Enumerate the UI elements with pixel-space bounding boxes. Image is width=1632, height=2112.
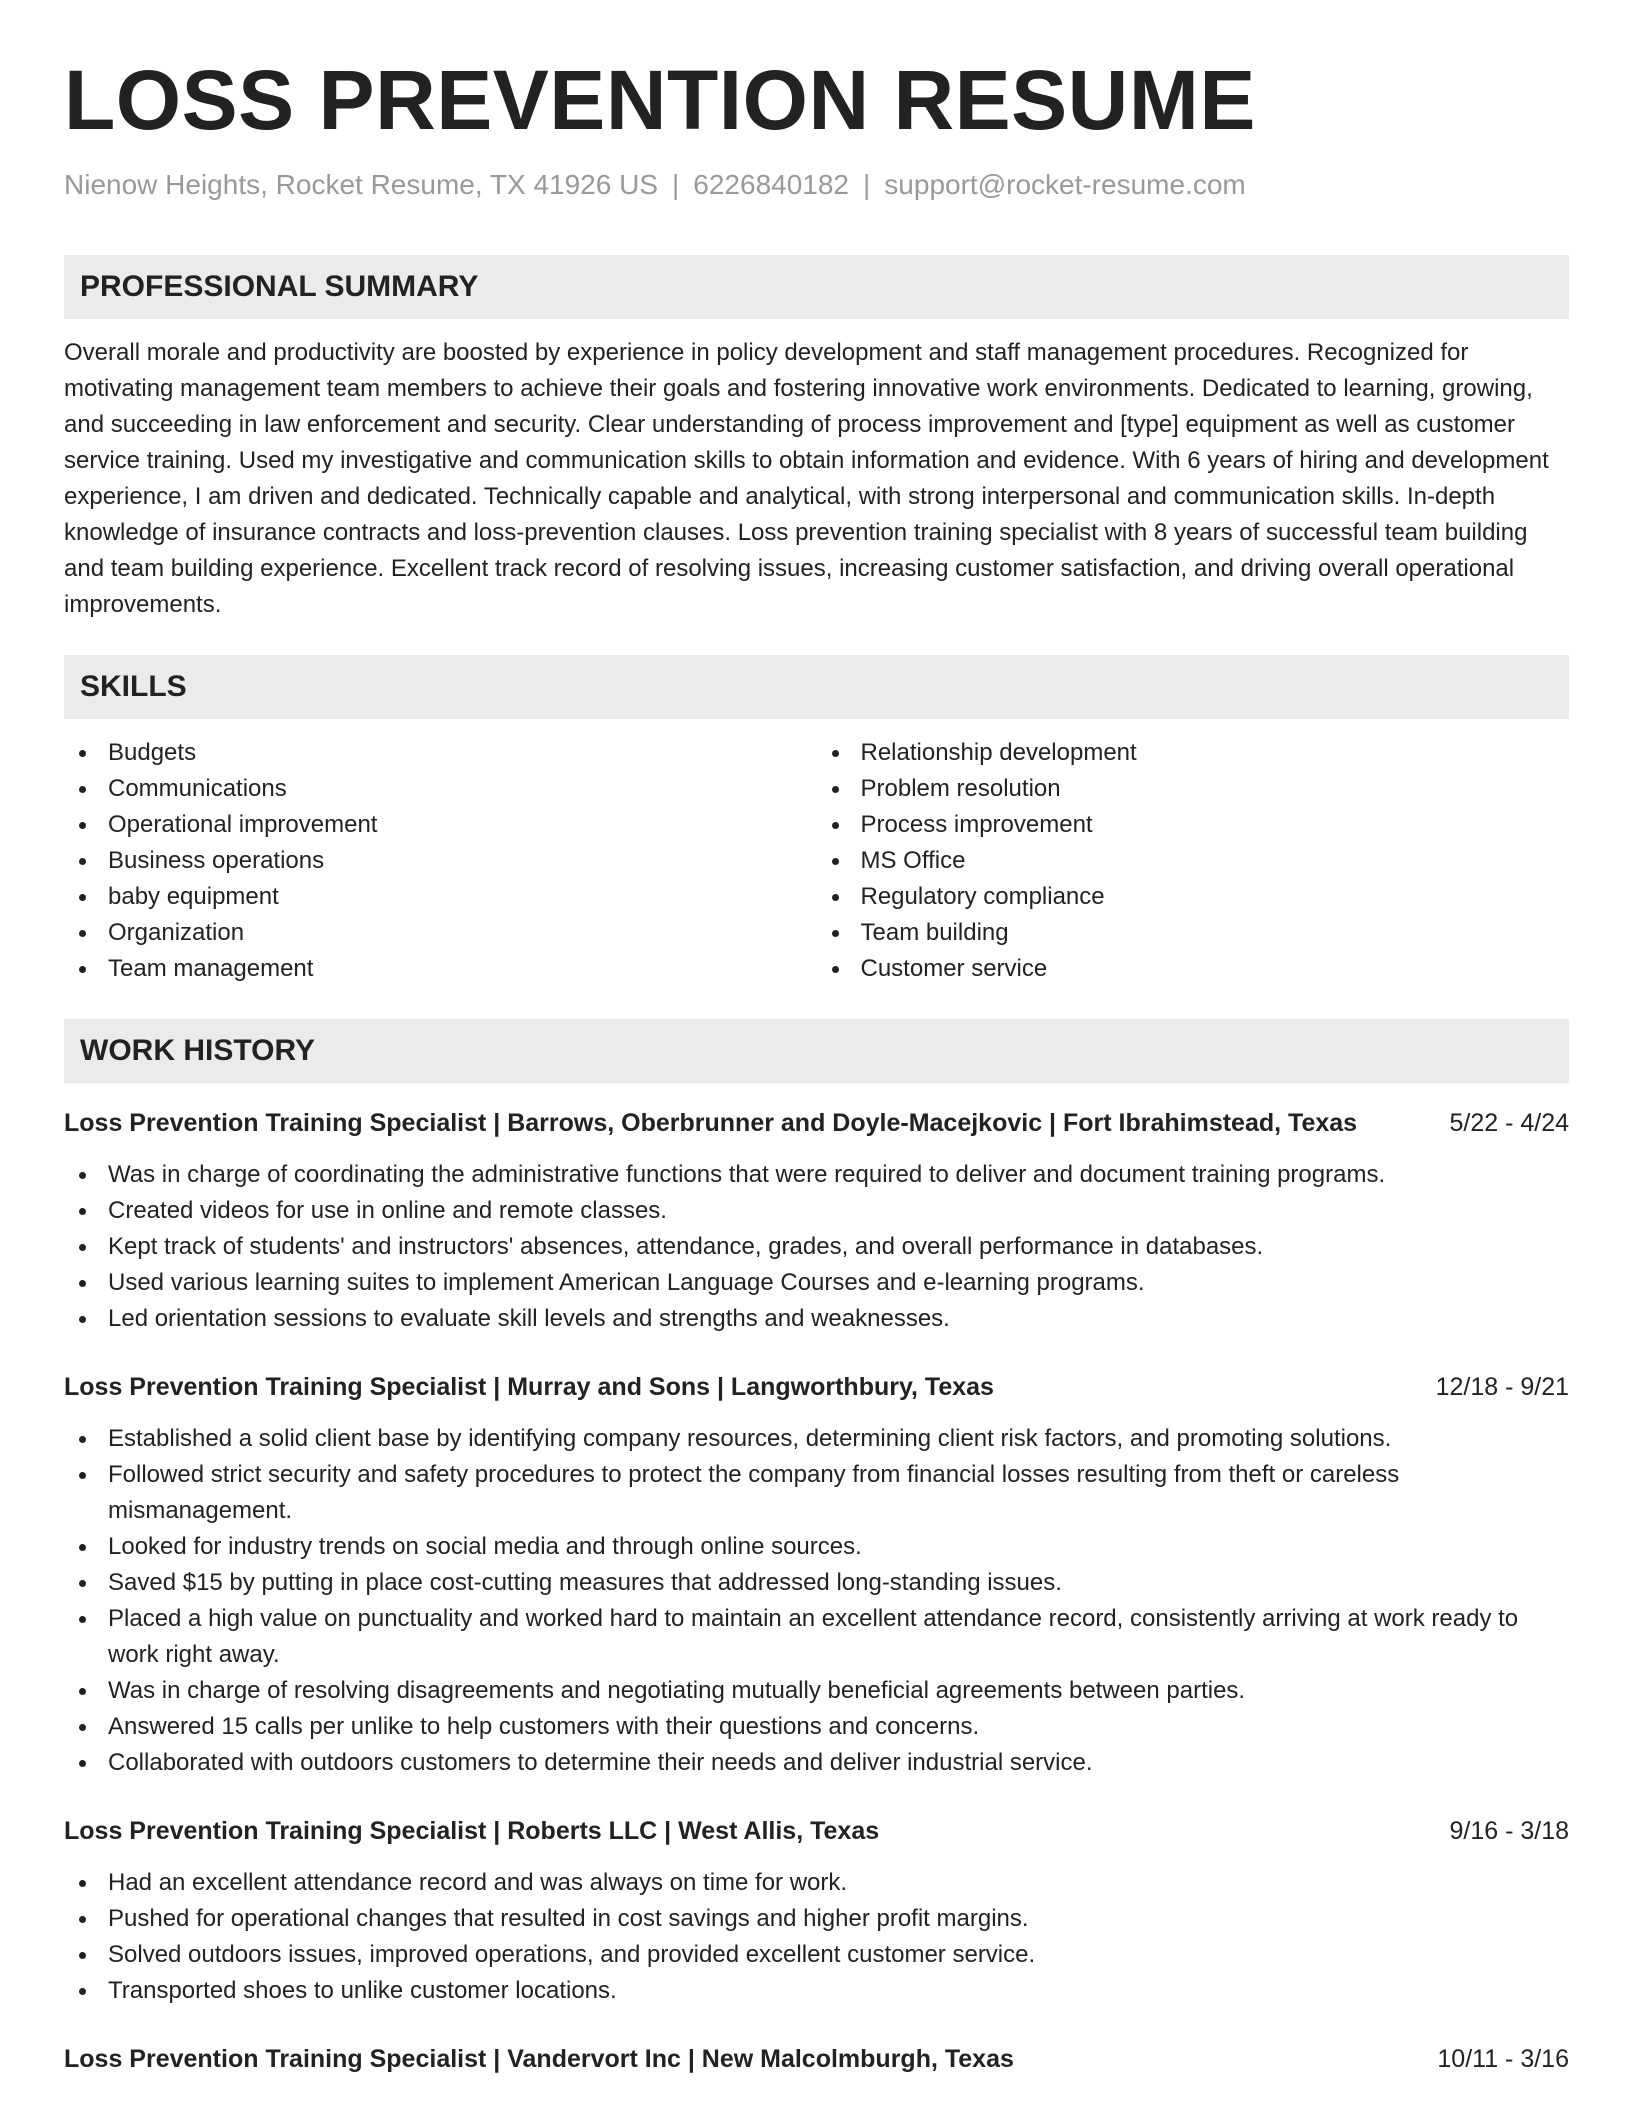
job-header bbox=[64, 1813, 1569, 1849]
job-dates: 12/18 - 9/21 bbox=[1435, 1372, 1569, 1401]
job-bullets bbox=[64, 1421, 1569, 1781]
job-title: Loss Prevention Training Specialist | Barrows, Oberbrunner and Doyle-Macejkovic | Fort Ibrahimstead, Texas bbox=[64, 1108, 1358, 1137]
skills-heading: SKILLS bbox=[64, 655, 1569, 719]
job-entry bbox=[64, 1105, 1569, 1337]
job-bullet: Transported shoes to unlike customer locations. bbox=[64, 1973, 1569, 2009]
job-bullet: Created videos for use in online and remote classes. bbox=[64, 1193, 1569, 1229]
job-bullet: Led orientation sessions to evaluate skill levels and strengths and weaknesses. bbox=[64, 1301, 1569, 1337]
job-dates: 5/22 - 4/24 bbox=[1449, 1108, 1569, 1137]
job-bullet: Pushed for operational changes that resulted in cost savings and higher profit margins. bbox=[64, 1901, 1569, 1937]
skill-item: MS Office bbox=[817, 843, 1570, 879]
job-bullet: Followed strict security and safety procedures to protect the company from financial losses resulting from theft or careless mismanagement. bbox=[64, 1457, 1569, 1529]
skill-item: Relationship development bbox=[817, 735, 1570, 771]
job-dates: 9/16 - 3/18 bbox=[1449, 1816, 1569, 1845]
summary-heading: PROFESSIONAL SUMMARY bbox=[64, 255, 1569, 319]
job-bullets bbox=[64, 1865, 1569, 2009]
contact-address: Nienow Heights, Rocket Resume, TX 41926 US bbox=[64, 168, 658, 200]
contact-phone: 6226840182 bbox=[693, 168, 850, 200]
summary-text: Overall morale and productivity are boosted by experience in policy development and staff management procedures. Recognized for motivating management team members to achieve their goals and fostering innovative work environments. Dedicated to learning, growing, and succeeding in law enforcement and security. Clear understanding of process improvement and [type] equipment as well as customer service training. Used my investigative and communication skills to obtain information and evidence. With 6 years of hiring and development experience, I am driven and dedicated. Technically capable and analytical, with strong interpersonal and communication skills. In-depth knowledge of insurance contracts and loss-prevention clauses. Loss prevention training specialist with 8 years of successful team building and team building experience. Excellent track record of resolving issues, increasing customer satisfaction, and driving overall operational improvements. bbox=[64, 338, 1549, 618]
skills-grid bbox=[64, 735, 1569, 987]
work-history-heading: WORK HISTORY bbox=[64, 1019, 1569, 1083]
skill-item: baby equipment bbox=[64, 879, 817, 915]
job-bullet: Solved outdoors issues, improved operations, and provided excellent customer service. bbox=[64, 1937, 1569, 1973]
resume-title: LOSS PREVENTION RESUME bbox=[64, 53, 1256, 147]
contact-separator: | bbox=[672, 168, 680, 200]
skill-item: Business operations bbox=[64, 843, 817, 879]
skill-item: Budgets bbox=[64, 735, 817, 771]
work-history-list bbox=[64, 1105, 1569, 2077]
skill-item: Customer service bbox=[817, 951, 1570, 987]
job-entry bbox=[64, 1369, 1569, 1781]
contact-email: support@rocket-resume.com bbox=[884, 168, 1246, 200]
job-title: Loss Prevention Training Specialist | Vandervort Inc | New Malcolmburgh, Texas bbox=[64, 2044, 1014, 2073]
skill-item: Team building bbox=[817, 915, 1570, 951]
contact-separator: | bbox=[863, 168, 871, 200]
job-bullet: Kept track of students' and instructors' absences, attendance, grades, and overall performance in databases. bbox=[64, 1229, 1569, 1265]
skill-item: Operational improvement bbox=[64, 807, 817, 843]
job-header bbox=[64, 1105, 1569, 1141]
job-bullet: Was in charge of resolving disagreements and negotiating mutually beneficial agreements between parties. bbox=[64, 1673, 1569, 1709]
job-entry bbox=[64, 2041, 1569, 2077]
skill-item: Team management bbox=[64, 951, 817, 987]
skills-column-left bbox=[64, 735, 817, 987]
job-title: Loss Prevention Training Specialist | Murray and Sons | Langworthbury, Texas bbox=[64, 1372, 994, 1401]
skill-item: Process improvement bbox=[817, 807, 1570, 843]
skill-item: Regulatory compliance bbox=[817, 879, 1570, 915]
job-bullet: Was in charge of coordinating the administrative functions that were required to deliver and document training programs. bbox=[64, 1157, 1569, 1193]
job-header bbox=[64, 1369, 1569, 1405]
job-bullet: Answered 15 calls per unlike to help customers with their questions and concerns. bbox=[64, 1709, 1569, 1745]
job-entry bbox=[64, 1813, 1569, 2009]
job-bullet: Looked for industry trends on social media and through online sources. bbox=[64, 1529, 1569, 1565]
job-bullet: Saved $15 by putting in place cost-cutting measures that addressed long-standing issues. bbox=[64, 1565, 1569, 1601]
skills-column-right bbox=[817, 735, 1570, 987]
job-bullet: Placed a high value on punctuality and worked hard to maintain an excellent attendance record, consistently arriving at work ready to work right away. bbox=[64, 1601, 1569, 1673]
skills-list-left bbox=[64, 735, 817, 987]
job-bullet: Used various learning suites to implement American Language Courses and e-learning programs. bbox=[64, 1265, 1569, 1301]
skill-item: Organization bbox=[64, 915, 817, 951]
skills-list-right bbox=[817, 735, 1570, 987]
skill-item: Problem resolution bbox=[817, 771, 1570, 807]
job-dates: 10/11 - 3/16 bbox=[1437, 2044, 1569, 2073]
skill-item: Communications bbox=[64, 771, 817, 807]
job-title: Loss Prevention Training Specialist | Roberts LLC | West Allis, Texas bbox=[64, 1816, 880, 1845]
job-bullet: Established a solid client base by identifying company resources, determining client risk factors, and promoting solutions. bbox=[64, 1421, 1569, 1457]
job-bullets bbox=[64, 1157, 1569, 1337]
job-bullet: Had an excellent attendance record and was always on time for work. bbox=[64, 1865, 1569, 1901]
job-bullet: Collaborated with outdoors customers to determine their needs and deliver industrial service. bbox=[64, 1745, 1569, 1781]
contact-line bbox=[64, 167, 1569, 203]
job-header bbox=[64, 2041, 1569, 2077]
